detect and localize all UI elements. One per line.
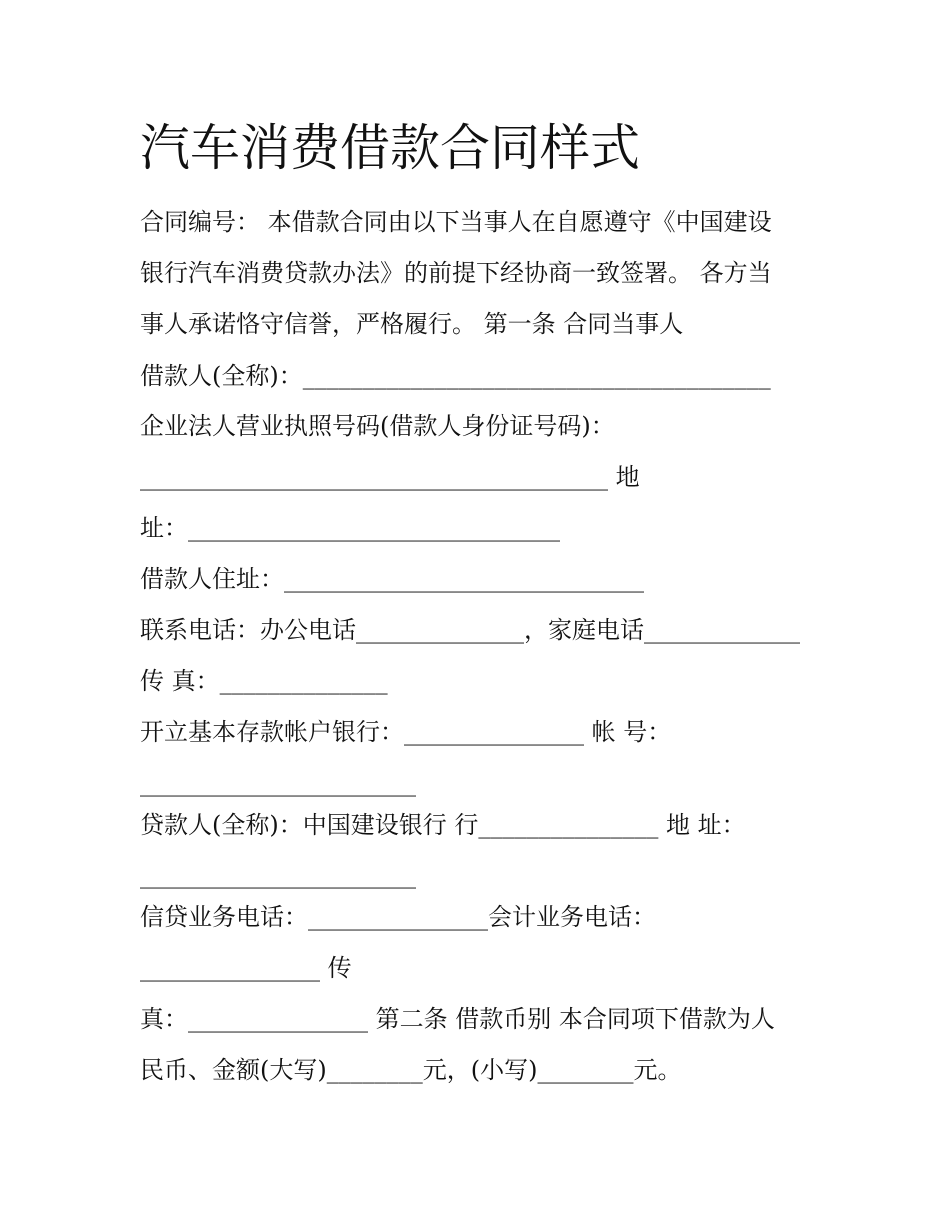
borrower-residence-line: 借款人住址：______________________________ <box>140 565 644 593</box>
amount-line: 民币、金额(大写)________元，(小写)________元。 <box>140 1056 682 1084</box>
business-phone-line: 信贷业务电话：_______________会计业务电话： <box>140 903 656 931</box>
license-number-blank: _______________________________________ 地 <box>140 463 640 491</box>
account-number-blank: _______________________ <box>140 769 416 797</box>
lender-address-blank: _______________________ <box>140 861 416 889</box>
address-line: 址：_______________________________ <box>140 514 560 542</box>
body-line: 合同编号： 本借款合同由以下当事人在自愿遵守《中国建设 <box>140 208 772 236</box>
license-number-label: 企业法人营业执照号码(借款人身份证号码)： <box>140 412 615 440</box>
fax-line: 传 真：______________ <box>140 667 388 695</box>
fax-label-line: _______________ 传 <box>140 954 352 982</box>
borrower-name-line: 借款人(全称)：_______________________________________ <box>140 362 771 390</box>
phone-line: 联系电话：办公电话______________，家庭电话_____________ <box>140 616 800 644</box>
lender-line: 贷款人(全称)：中国建设银行 行_______________ 地 址： <box>140 811 746 839</box>
body-line: 事人承诺恪守信誉，严格履行。 第一条 合同当事人 <box>140 310 684 338</box>
body-line: 银行汽车消费贷款办法》的前提下经协商一致签署。 各方当 <box>140 259 772 287</box>
bank-account-line: 开立基本存款帐户银行：_______________ 帐 号： <box>140 718 672 746</box>
document-title: 汽车消费借款合同样式 <box>140 119 640 177</box>
article-two-line: 真：_______________ 第二条 借款币别 本合同项下借款为人 <box>140 1005 775 1033</box>
